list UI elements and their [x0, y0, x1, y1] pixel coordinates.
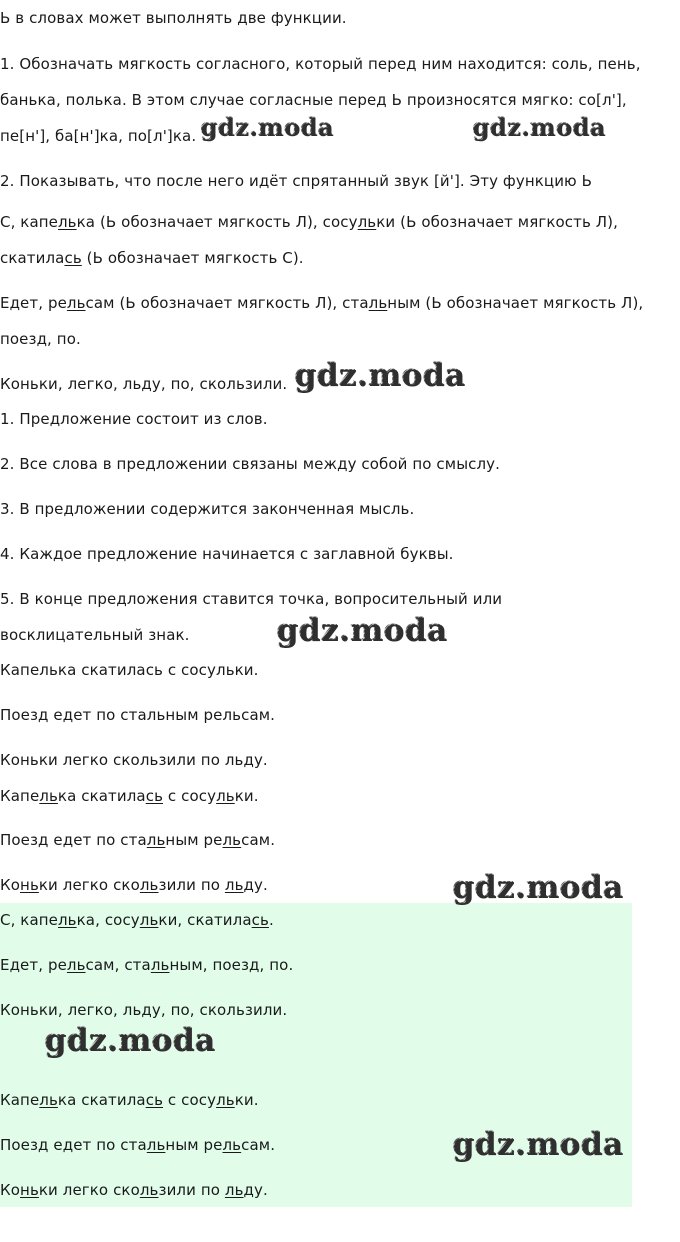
- underlined-fragment: ль: [39, 1091, 58, 1109]
- text-fragment: зили по: [158, 876, 225, 894]
- text-fragment: сам (Ь обозначает мягкость Л), ста: [85, 294, 369, 312]
- underlined-fragment: ль: [224, 1181, 244, 1199]
- sentence: Коньки легко скользили по льду.: [0, 751, 268, 769]
- text-fragment: Коньки, легко, льду, по, скользили.: [0, 1001, 288, 1019]
- function-2-line-1: 2. Показывать, что после него идёт спрятанный звук [й']. Эту функцию Ь: [0, 172, 593, 190]
- underlined-fragment: ль: [222, 1136, 242, 1154]
- analysis-line: поезд, по.: [0, 330, 81, 348]
- text-fragment: ка, сосу: [76, 911, 140, 929]
- text-fragment: Капе: [0, 1091, 40, 1109]
- text-fragment: сам.: [241, 1136, 276, 1154]
- watermark-logo: gdz.moda: [472, 112, 606, 141]
- underlined-fragment: ль: [357, 213, 377, 231]
- underlined-fragment: ль: [216, 1091, 235, 1109]
- function-1-line-2: банька, полька. В этом случае согласные перед Ь произносятся мягко: со[л'],: [0, 91, 627, 109]
- underlined-fragment: ль: [146, 1136, 166, 1154]
- text-fragment: с сосу: [163, 1091, 217, 1109]
- watermark-logo: gdz.moda: [276, 612, 447, 648]
- sentence: Капелька скатилась с сосульки.: [0, 661, 259, 679]
- watermark-logo: gdz.moda: [452, 869, 623, 905]
- underlined-fragment: ль: [66, 294, 86, 312]
- underlined-sentence: [0, 830, 275, 850]
- underlined-fragment: ль: [146, 831, 166, 849]
- underlined-sentence: [0, 1135, 275, 1155]
- text-fragment: ду.: [243, 876, 268, 894]
- analysis-line: [0, 248, 304, 268]
- text-fragment: скатила: [0, 249, 65, 267]
- underlined-fragment: нь: [20, 1181, 39, 1199]
- underlined-fragment: ль: [139, 1181, 159, 1199]
- watermark-logo: gdz.moda: [452, 1126, 623, 1162]
- rule-item: 5. В конце предложения ставится точка, вопросительный или: [0, 590, 503, 608]
- text-fragment: ным, поезд, по.: [169, 956, 294, 974]
- underlined-fragment: ль: [58, 213, 77, 231]
- rule-item: 4. Каждое предложение начинается с заглавной буквы.: [0, 545, 454, 563]
- text-fragment: (Ь обозначает мягкость С).: [81, 249, 304, 267]
- green-words-line: [0, 910, 274, 930]
- text-fragment: ка скатила: [57, 787, 146, 805]
- text-fragment: ки (Ь обозначает мягкость Л),: [376, 213, 618, 231]
- green-words-line: [0, 955, 293, 975]
- underlined-fragment: сь: [251, 911, 269, 929]
- green-words-line: [0, 1000, 287, 1020]
- text-fragment: ки легко ско: [38, 1181, 140, 1199]
- rule-item: 3. В предложении содержится законченная мысль.: [0, 500, 415, 518]
- underlined-fragment: ль: [139, 911, 159, 929]
- text-fragment: ки легко ско: [38, 876, 140, 894]
- underlined-fragment: ль: [39, 787, 58, 805]
- text-fragment: с сосу: [163, 787, 217, 805]
- text-fragment: ки.: [234, 787, 259, 805]
- underlined-fragment: ль: [150, 956, 170, 974]
- watermark-logo: gdz.moda: [200, 112, 334, 141]
- text-fragment: ки.: [234, 1091, 259, 1109]
- text-fragment: Поезд едет по ста: [0, 831, 147, 849]
- text-fragment: ки, скатила: [158, 911, 252, 929]
- text-fragment: Едет, ре: [0, 956, 67, 974]
- text-fragment: ным (Ь обозначает мягкость Л),: [387, 294, 644, 312]
- underlined-fragment: ль: [368, 294, 388, 312]
- underlined-sentence: [0, 1180, 268, 1200]
- text-fragment: .: [268, 911, 274, 929]
- text-fragment: ка (Ь обозначает мягкость Л), сосу: [76, 213, 358, 231]
- underlined-fragment: ль: [58, 911, 77, 929]
- text-fragment: ным ре: [165, 831, 223, 849]
- analysis-line: [0, 293, 643, 313]
- watermark-logo: gdz.moda: [44, 1022, 215, 1058]
- underlined-fragment: ль: [224, 876, 244, 894]
- text-fragment: ным ре: [165, 1136, 223, 1154]
- underlined-fragment: сь: [145, 787, 164, 805]
- underlined-sentence: [0, 875, 268, 895]
- rule-item: 2. Все слова в предложении связаны между собой по смыслу.: [0, 455, 501, 473]
- underlined-sentence: [0, 786, 259, 806]
- text-fragment: Ко: [0, 1181, 21, 1199]
- underlined-sentence: [0, 1090, 259, 1110]
- underlined-fragment: ль: [222, 831, 242, 849]
- rule-item: восклицательный знак.: [0, 626, 190, 644]
- underlined-fragment: ль: [66, 956, 86, 974]
- text-fragment: Едет, ре: [0, 294, 67, 312]
- text-fragment: Поезд едет по ста: [0, 1136, 147, 1154]
- text-fragment: сам.: [241, 831, 276, 849]
- intro-text: Ь в словах может выполнять две функции.: [0, 9, 347, 27]
- watermark-logo: gdz.moda: [294, 357, 465, 393]
- analysis-line: [0, 212, 618, 232]
- rule-item: 1. Предложение состоит из слов.: [0, 410, 268, 428]
- text-fragment: С, капе: [0, 213, 58, 231]
- text-fragment: ду.: [243, 1181, 268, 1199]
- underlined-fragment: ль: [216, 787, 235, 805]
- underlined-fragment: сь: [145, 1091, 164, 1109]
- text-fragment: ка скатила: [57, 1091, 146, 1109]
- sentence: Поезд едет по стальным рельсам.: [0, 706, 276, 724]
- function-1-line-1: 1. Обозначать мягкость согласного, который перед ним находится: соль, пень,: [0, 55, 641, 73]
- text-fragment: сам, ста: [85, 956, 151, 974]
- underlined-fragment: ль: [139, 876, 159, 894]
- function-1-line-3: пе[н'], ба[н']ка, по[л']ка.: [0, 127, 197, 145]
- analysis-line: Коньки, легко, льду, по, скользили.: [0, 375, 288, 393]
- text-fragment: Капе: [0, 787, 40, 805]
- text-fragment: зили по: [158, 1181, 225, 1199]
- text-fragment: Ко: [0, 876, 21, 894]
- underlined-fragment: сь: [64, 249, 82, 267]
- underlined-fragment: нь: [20, 876, 39, 894]
- text-fragment: С, капе: [0, 911, 58, 929]
